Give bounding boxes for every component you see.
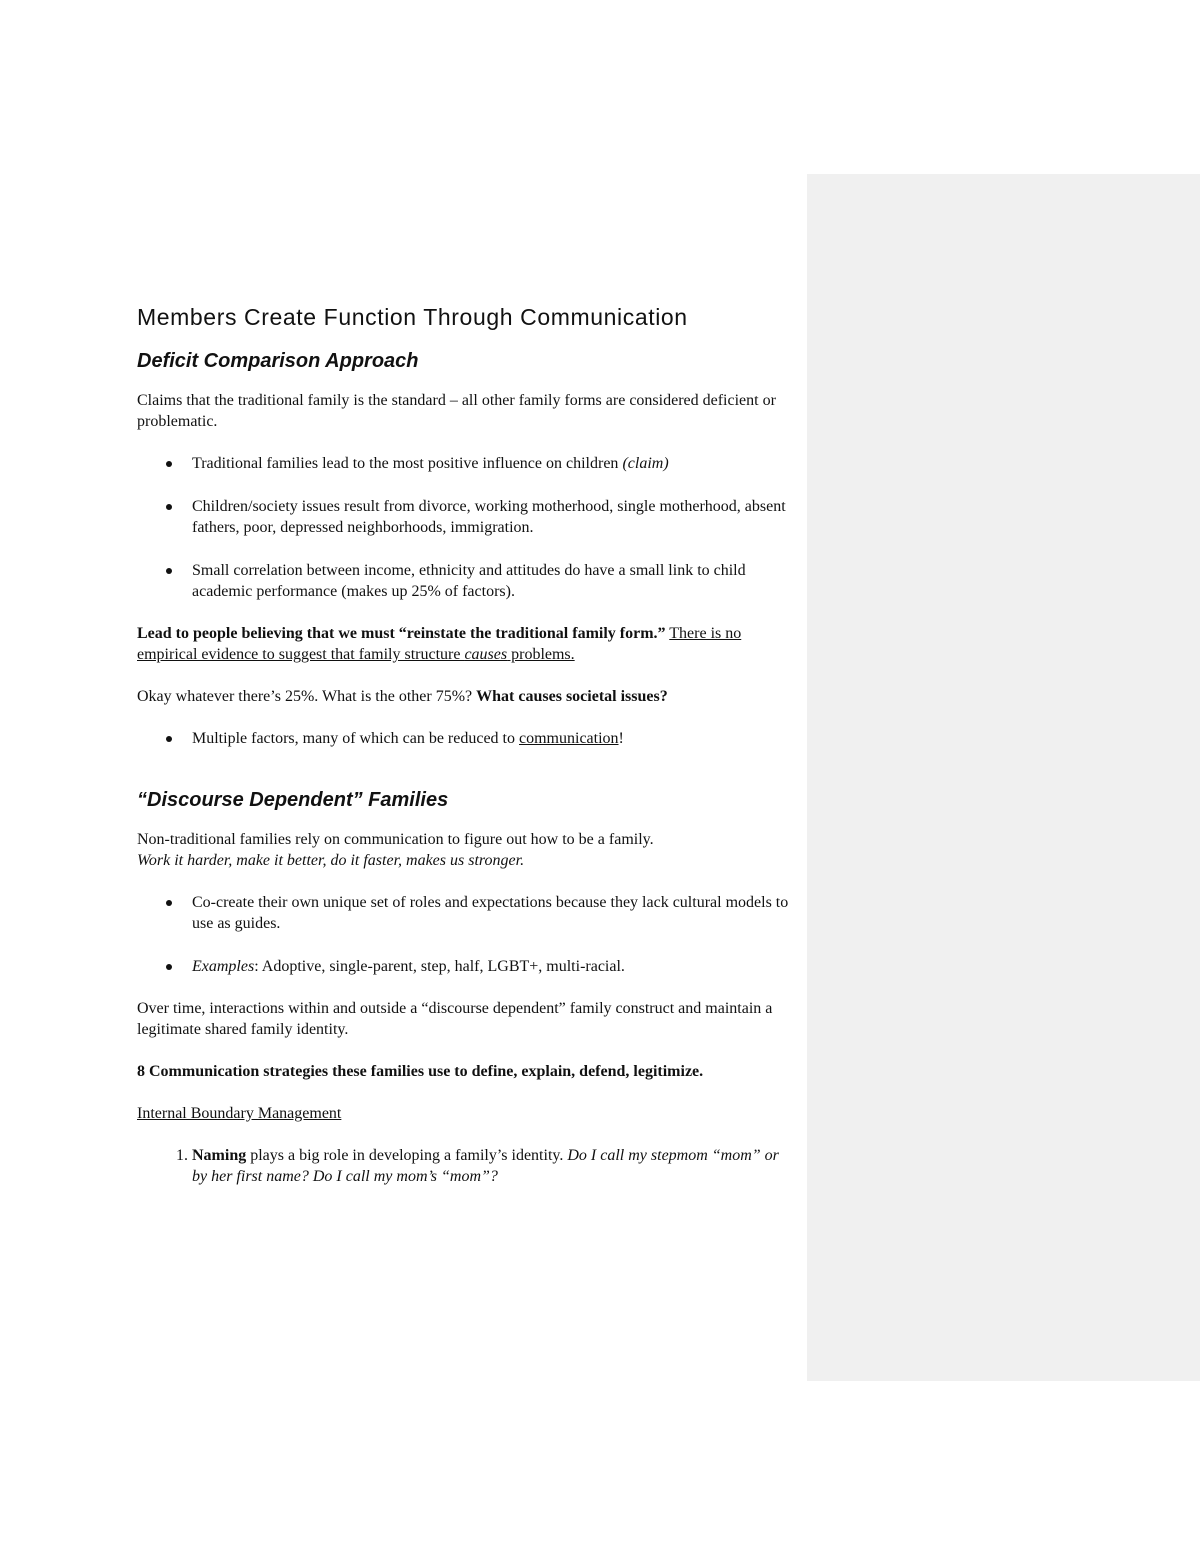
factors-bullet-list [137, 728, 797, 749]
deficit-heading: Deficit Comparison Approach [137, 350, 419, 372]
strategies-numbered-list [137, 1145, 797, 1187]
discourse-bullet-list [137, 892, 797, 977]
list-item [192, 728, 797, 749]
list-item [192, 453, 797, 474]
okay-text: Okay whatever there’s 25%. What is the other 75%? [137, 688, 477, 705]
naming-question: Do I call my stepmom “mom” or by her first name? Do I call my mom’s “mom”? [192, 1147, 779, 1185]
causes-emphasis: causes [464, 646, 508, 663]
lead-paragraph [137, 623, 797, 665]
discourse-intro [137, 829, 797, 871]
list-item: Small correlation between income, ethnicity and attitudes do have a small link to child academic performance (makes up 25% of factors). [192, 560, 797, 602]
deficit-bullet-list [137, 453, 797, 602]
comment-pane [807, 174, 1200, 1381]
deficit-intro: Claims that the traditional family is the standard – all other family forms are considered deficient or problematic. [137, 392, 776, 430]
document-body [137, 300, 797, 1208]
list-item [192, 1145, 797, 1187]
bullet-text: Multiple factors, many of which can be reduced to [192, 730, 519, 747]
internal-boundary-heading: Internal Boundary Management [137, 1105, 342, 1122]
list-item: Co-create their own unique set of roles and expectations because they lack cultural models to use as guides. [192, 892, 797, 934]
page-title: Members Create Function Through Communication [137, 304, 688, 330]
examples-label: Examples [192, 958, 255, 975]
lead-underline-text: There is no empirical evidence to suggest that family structure [137, 625, 742, 663]
communication-underline: communication [519, 730, 619, 747]
lead-underline-end: problems. [507, 646, 575, 663]
okay-bold: What causes societal issues? [476, 688, 668, 705]
examples-text: : Adoptive, single-parent, step, half, LGBT+, multi-racial. [254, 958, 625, 975]
discourse-heading: “Discourse Dependent” Families [137, 789, 449, 811]
discourse-intro-line1: Non-traditional families rely on communication to figure out how to be a family. [137, 831, 654, 848]
claim-note: (claim) [622, 455, 669, 472]
lead-bold: Lead to people believing that we must “reinstate the traditional family form.” [137, 625, 666, 642]
list-item [192, 956, 797, 977]
bullet-text: Traditional families lead to the most positive influence on children [192, 455, 623, 472]
bullet-end: ! [618, 730, 624, 747]
strategies-paragraph: 8 Communication strategies these families use to define, explain, defend, legitimize. [137, 1063, 704, 1080]
naming-bold: Naming [192, 1147, 247, 1164]
naming-text: plays a big role in developing a family’s identity. [246, 1147, 568, 1164]
list-item: Children/society issues result from divorce, working motherhood, single motherhood, absent fathers, poor, depressed neighborhoods, immigration. [192, 496, 797, 538]
okay-paragraph [137, 686, 797, 707]
overtime-paragraph: Over time, interactions within and outside a “discourse dependent” family construct and maintain a legitimate shared family identity. [137, 1000, 773, 1038]
discourse-intro-line2: Work it harder, make it better, do it faster, makes us stronger. [137, 852, 525, 869]
